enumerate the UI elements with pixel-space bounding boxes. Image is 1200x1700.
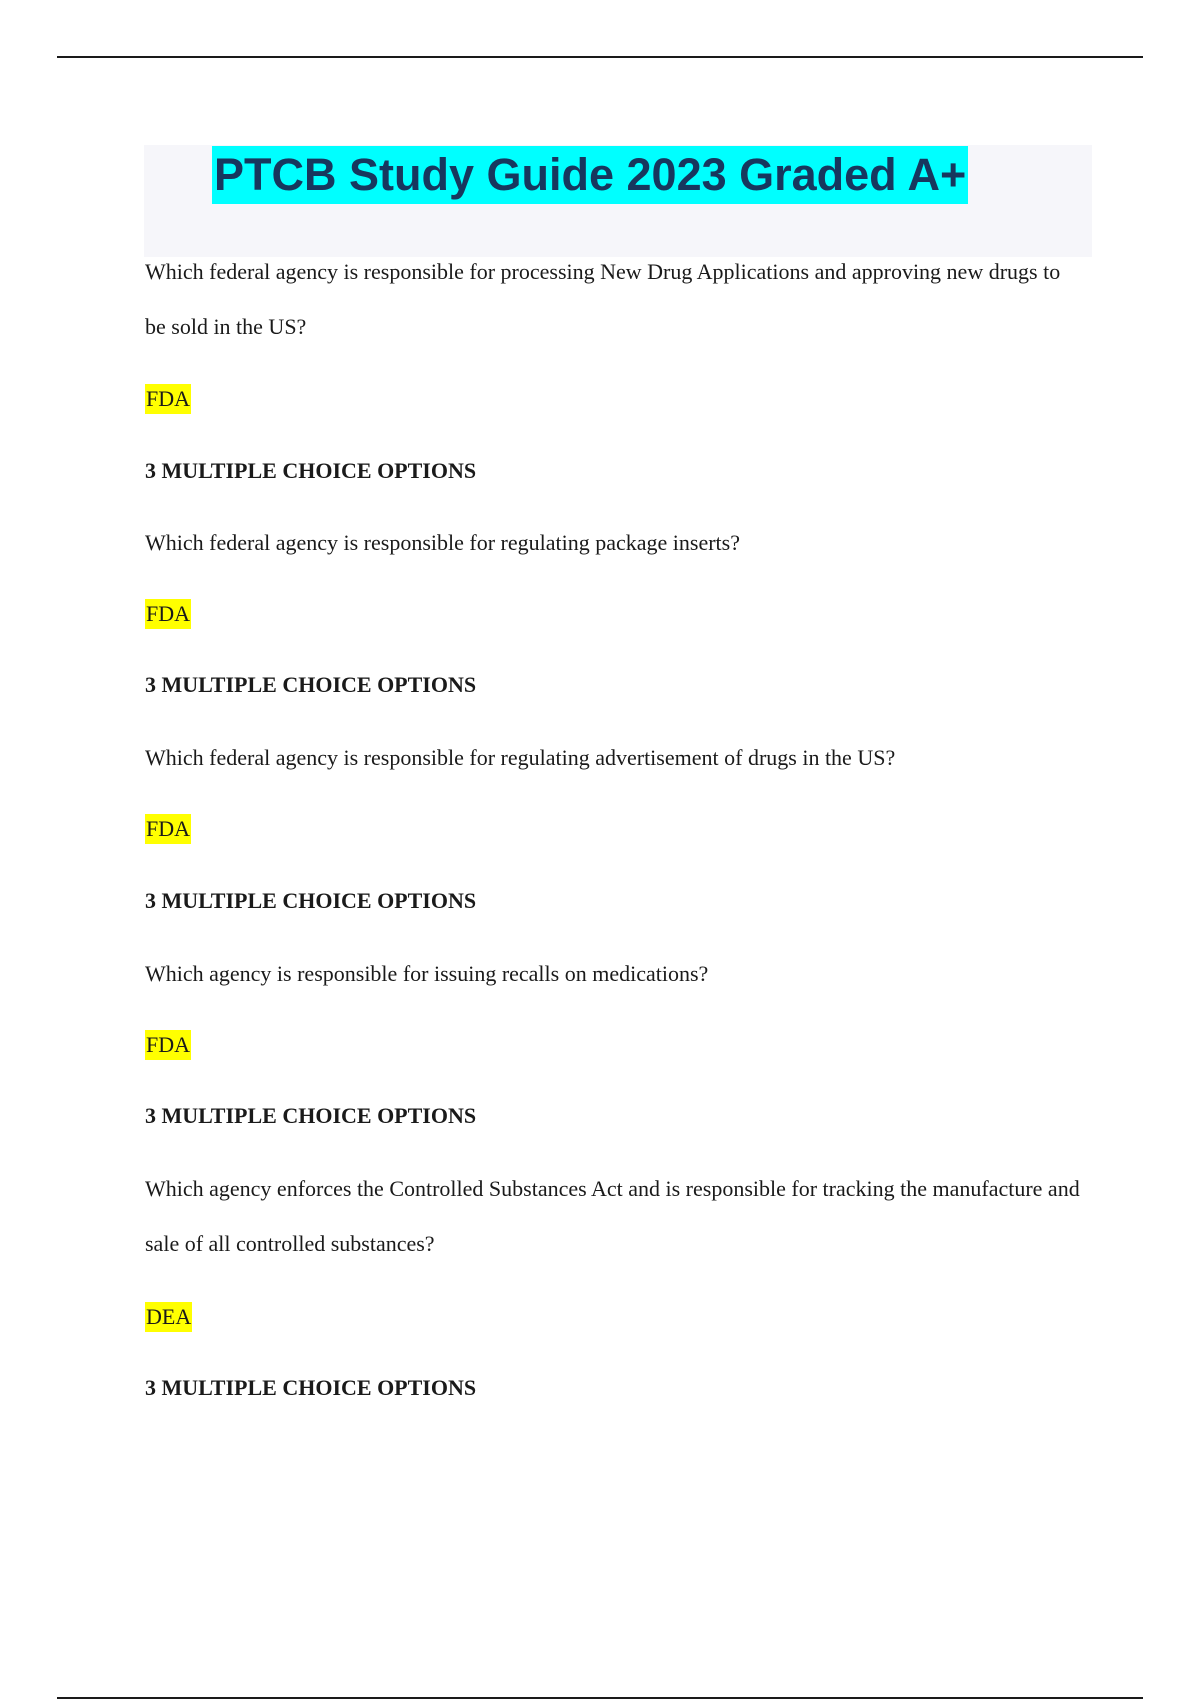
question-text: Which federal agency is responsible for regulating advertisement of drugs in the US? [145,745,896,770]
question-text: Which federal agency is responsible for regulating package inserts? [145,530,740,555]
choice-note: 3 MULTIPLE CHOICE OPTIONS [145,458,477,483]
choice-note: 3 MULTIPLE CHOICE OPTIONS [145,672,477,697]
choice-note: 3 MULTIPLE CHOICE OPTIONS [145,1375,477,1400]
top-rule [57,56,1143,58]
page-title: PTCB Study Guide 2023 Graded A+ [212,146,968,204]
answer-text: FDA [145,599,191,629]
answer-text: FDA [145,1030,191,1060]
question-text: Which federal agency is responsible for processing New Drug Applications and approving new drugs to be sold in the US? [145,259,1061,339]
bottom-rule [57,1697,1143,1699]
question-text: Which agency enforces the Controlled Substances Act and is responsible for tracking the manufacture and sale of all controlled substances? [145,1176,1080,1256]
choice-note: 3 MULTIPLE CHOICE OPTIONS [145,1103,477,1128]
answer-text: DEA [145,1302,192,1332]
question-text: Which agency is responsible for issuing recalls on medications? [145,961,709,986]
answer-text: FDA [145,384,191,414]
choice-note: 3 MULTIPLE CHOICE OPTIONS [145,888,477,913]
answer-text: FDA [145,814,191,844]
